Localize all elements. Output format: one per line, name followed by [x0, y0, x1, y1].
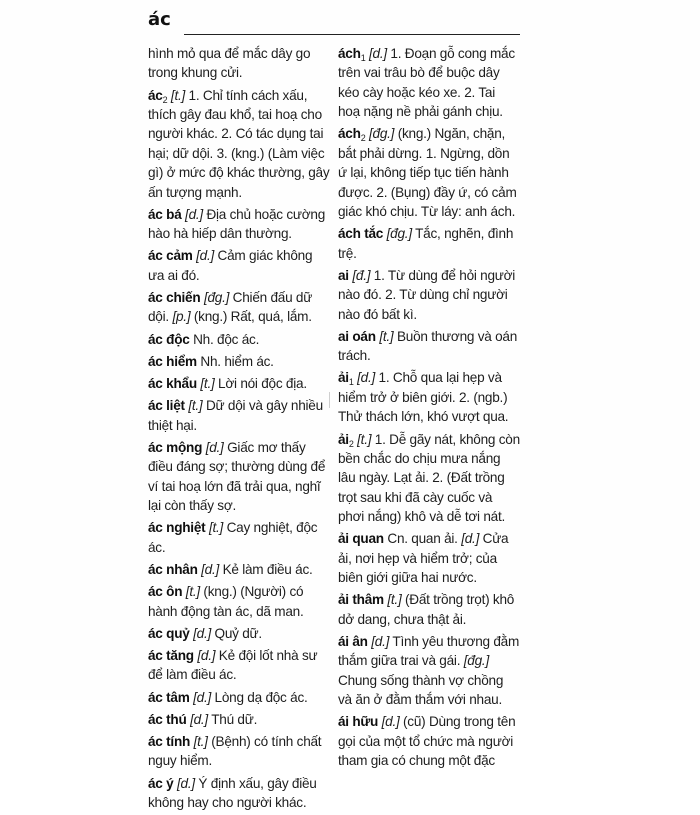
entry-definition: [d.] 1. Đoạn gỗ cong mắc trên vai trâu bò để buộc dây kéo cày hoặc kéo xe. 2. Tai hoạ nặng nề phải gánh chịu. — [338, 46, 515, 120]
word-class-tag: [d.] — [205, 439, 224, 455]
entry-headword: ác bá — [148, 206, 182, 222]
word-class-tag: [t.] — [170, 87, 186, 103]
word-class-tag: [d.] — [197, 647, 216, 663]
entry-definition: [t.] Dữ dội và gây nhiều thiệt hại. — [148, 398, 323, 433]
word-class-tag: [d.] — [201, 561, 220, 577]
entry-definition: [t.] Buồn thương và oán trách. — [338, 328, 518, 364]
entry-headword: ác tăng — [148, 647, 194, 663]
entry-headword: ách — [338, 126, 361, 142]
entry-definition: [d.] (cũ) Dùng trong tên gọi của một tổ chức mà người tham gia có chung một đặc — [338, 714, 516, 769]
dictionary-entry — [338, 430, 520, 527]
word-class-tag: [d.] — [196, 248, 215, 264]
entry-definition: Nh. hiểm ác. — [196, 353, 274, 369]
dictionary-entry — [338, 632, 520, 710]
entry-definition: [đg.] (kng.) Ngăn, chặn, bắt phải dừng. 1. Ngừng, dồn ứ lại, không tiếp tục tiến hành được. 2. (Bụng) đầy ứ, có cảm giác khó chịu. Từ láy: anh ách. — [338, 126, 517, 220]
dictionary-entry — [148, 774, 330, 813]
dictionary-entry — [338, 590, 520, 629]
dictionary-entry — [148, 646, 330, 685]
gutter-mark — [329, 392, 330, 408]
entry-definition: [d.] Ý định xấu, gây điều không hay cho người khác. — [148, 775, 317, 810]
dictionary-entry — [148, 438, 330, 516]
entry-headword: ác cảm — [148, 248, 193, 264]
dictionary-entry — [148, 246, 330, 285]
word-class-tag: [đg.] — [386, 226, 412, 242]
entry-headword: ai oán — [338, 328, 376, 344]
entry-definition: [đg.] Tắc, nghẽn, đình trệ. — [338, 226, 514, 261]
dictionary-entry — [148, 560, 330, 579]
word-class-tag: [t.] — [200, 376, 215, 392]
entry-headword: ác chiến — [148, 290, 201, 306]
right-column — [338, 44, 520, 773]
dictionary-entry — [148, 374, 330, 393]
entry-definition: [đ.] 1. Từ dùng để hỏi người nào đó. 2. Từ dùng chỉ người nào đó bất kì. — [338, 267, 516, 322]
dictionary-entry — [338, 368, 520, 426]
dictionary-entry — [338, 712, 520, 770]
word-class-tag: [đg.] — [368, 126, 395, 142]
homonym-index: 1 — [348, 377, 354, 388]
entry-headword: ác ôn — [148, 584, 183, 600]
entry-definition: [d.] Kẻ làm điều ác. — [201, 561, 313, 577]
word-class-tag: [t.] — [357, 431, 372, 447]
entry-headword: ái ân — [338, 633, 368, 649]
entry-headword: ác mộng — [148, 439, 203, 455]
word-class-tag: [đg.] — [203, 290, 230, 306]
dictionary-entry — [338, 44, 520, 122]
entry-headword: ác ý — [148, 775, 174, 791]
entry-definition: [đg.] Chiến đấu dữ dội. [p.] (kng.) Rất, quá, lắm. — [148, 290, 313, 325]
homonym-index: 1 — [360, 53, 366, 63]
dictionary-entry — [148, 205, 330, 244]
homonym-index: 2 — [360, 133, 366, 144]
entry-headword: ải quan — [338, 531, 384, 547]
entry-definition: [t.] (kng.) (Người) có hành động tàn ác, dã man. — [148, 584, 304, 619]
dictionary-entry — [338, 124, 520, 221]
dictionary-entry — [148, 732, 330, 771]
word-class-tag: [t.] — [379, 328, 394, 344]
dictionary-entry — [148, 688, 330, 707]
dictionary-entry — [338, 327, 520, 366]
word-class-tag: [t.] — [387, 592, 402, 608]
entry-definition: [t.] (Bệnh) có tính chất nguy hiểm. — [148, 733, 322, 769]
dictionary-entry — [148, 288, 330, 327]
dictionary-entry — [148, 86, 330, 202]
dictionary-entry — [148, 330, 330, 349]
entry-definition: [t.] 1. Chỉ tính cách xấu, thích gây đau khổ, tai hoạ cho người khác. 2. Có tác dụng tai hại; dữ dội. 3. (kng.) (Làm việc gì) ở mức độ khác thường, gây ấn tượng mạnh. — [148, 87, 330, 200]
word-class-tag: [d.] — [371, 633, 390, 649]
entry-definition: [d.] Tình yêu thương đằm thắm giữa trai và gái. [đg.] Chung sống thành vợ chồng và ăn ở đằm thắm với nhau. — [338, 633, 520, 708]
word-class-tag: [đg.] — [463, 653, 489, 669]
page-header-word: ác — [148, 9, 171, 30]
entry-definition: hình mỏ qua để mắc dây go trong khung cửi. — [148, 46, 311, 81]
entry-headword: ác nghiệt — [148, 520, 206, 536]
word-class-tag: [d.] — [193, 625, 211, 641]
entry-definition: [d.] Địa chủ hoặc cường hào hà hiếp dân thường. — [148, 206, 326, 242]
dictionary-entry — [338, 529, 520, 587]
word-class-tag: [p.] — [172, 309, 191, 325]
entry-headword: ác tính — [148, 733, 191, 749]
entry-headword: ác hiểm — [148, 353, 197, 369]
dictionary-entry — [148, 352, 330, 371]
entry-definition: Nh. độc ác. — [189, 331, 260, 347]
entry-definition: [t.] 1. Dễ gãy nát, không còn bền chắc do chịu mưa nắng lâu ngày. Lạt ải. 2. (Đất trồng trọt sau khi đã cày cuốc và phơi nắng) khô và dễ tơi nát. — [338, 431, 520, 525]
entry-definition: [d.] Cảm giác không ưa ai đó. — [148, 248, 313, 283]
word-class-tag: [d.] — [381, 714, 400, 730]
entry-definition: [d.] Giấc mơ thấy điều đáng sợ; thường dùng để ví tai hoạ lớn đã trải qua, nghĩ lại còn thấy sợ. — [148, 439, 326, 514]
dictionary-entry — [148, 624, 330, 643]
entry-headword: ác thú — [148, 711, 187, 727]
word-class-tag: [d.] — [185, 206, 203, 222]
entry-definition: [d.] 1. Chỗ qua lại hẹp và hiểm trở ở biên giới. 2. (ngb.) Thử thách lớn, khó vượt qua. — [338, 370, 509, 425]
entry-definition: [d.] Quỷ dữ. — [193, 625, 262, 641]
entry-headword: ác quỷ — [148, 625, 190, 641]
word-class-tag: [d.] — [193, 689, 211, 705]
entry-definition: [t.] (Đất trồng trọt) khô dở dang, chưa thật ải. — [338, 592, 515, 627]
word-class-tag: [t.] — [208, 520, 224, 536]
entry-headword: ác — [148, 87, 163, 103]
entry-headword: ải — [338, 370, 349, 386]
entry-headword: ải — [338, 431, 349, 447]
word-class-tag: [t.] — [185, 584, 200, 600]
word-class-tag: [đ.] — [352, 267, 371, 283]
left-column — [148, 44, 330, 815]
entry-definition: [d.] Thú dữ. — [190, 711, 258, 727]
entry-definition: Cn. quan ải. [d.] Cửa ải, nơi hẹp và hiểm trở; của biên giới giữa hai nước. — [338, 531, 509, 586]
entry-headword: ách tắc — [338, 226, 384, 242]
entry-headword: ác khẩu — [148, 376, 197, 392]
entry-headword: ái hữu — [338, 714, 379, 730]
word-class-tag: [d.] — [368, 46, 387, 61]
word-class-tag: [t.] — [188, 398, 203, 414]
entry-headword: ai — [338, 267, 349, 283]
word-class-tag: [d.] — [461, 531, 480, 547]
header-rule — [184, 34, 520, 35]
word-class-tag: [d.] — [177, 775, 195, 791]
word-class-tag: [d.] — [357, 370, 376, 386]
homonym-index: 2 — [162, 94, 168, 105]
homonym-index: 2 — [348, 438, 354, 449]
dictionary-entry — [148, 518, 330, 557]
entry-headword: ác độc — [148, 331, 190, 347]
dictionary-entry — [148, 396, 330, 435]
dictionary-entry — [338, 224, 520, 263]
entry-definition: [t.] Cay nghiệt, độc ác. — [148, 520, 318, 555]
entry-headword: ác tâm — [148, 689, 190, 705]
entry-definition: [t.] Lời nói độc địa. — [200, 376, 307, 392]
entry-headword: ải thâm — [338, 592, 384, 608]
dictionary-entry — [338, 266, 520, 324]
dictionary-entry — [148, 710, 330, 729]
entry-definition: [d.] Lòng dạ độc ác. — [193, 689, 308, 705]
dictionary-entry — [148, 582, 330, 621]
entry-headword: ách — [338, 46, 361, 61]
word-class-tag: [d.] — [190, 711, 208, 727]
entry-headword: ác liệt — [148, 398, 185, 414]
entry-continuation — [148, 44, 330, 83]
word-class-tag: [t.] — [193, 733, 208, 749]
entry-headword: ác nhân — [148, 561, 198, 577]
entry-definition: [d.] Kẻ đội lốt nhà sư để làm điều ác. — [148, 647, 318, 683]
